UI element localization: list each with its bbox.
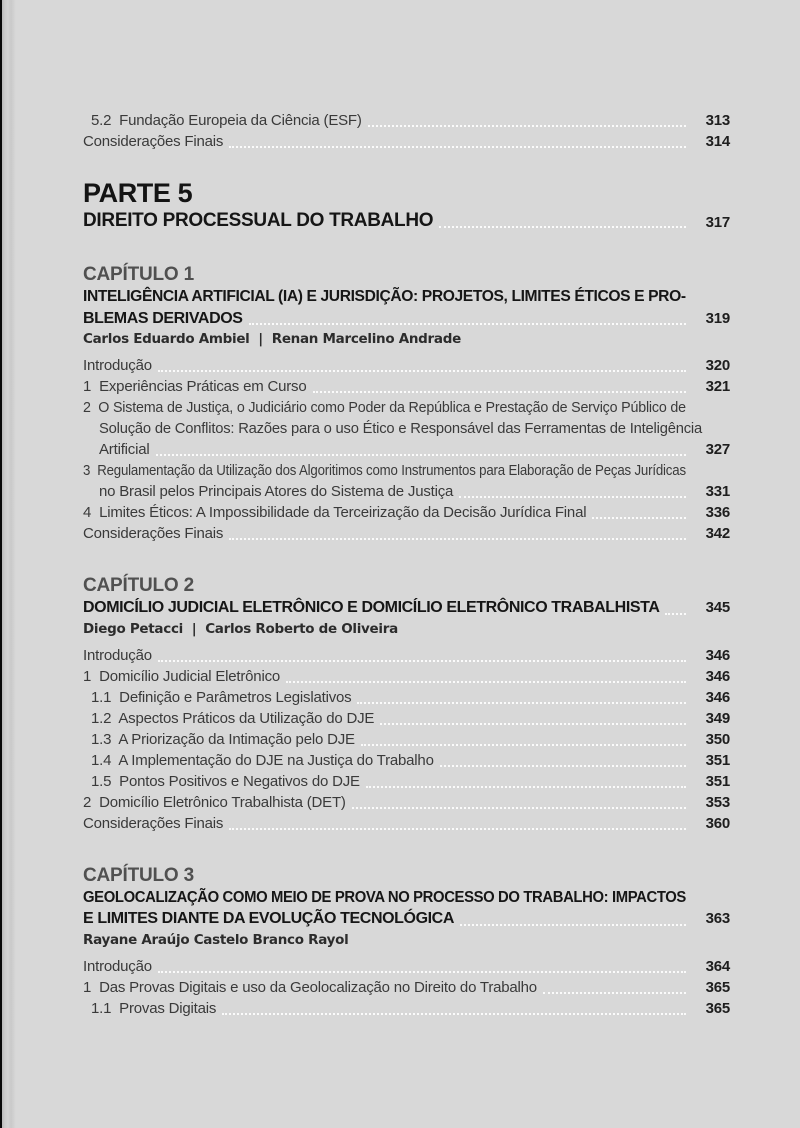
page-number: 351 bbox=[705, 751, 730, 769]
page-number: 351 bbox=[705, 772, 730, 790]
toc-entry-text: Artificial bbox=[99, 441, 150, 458]
dot-leader bbox=[286, 681, 686, 683]
toc-entry-text: 1.3 A Priorização da Intimação pelo DJE bbox=[91, 730, 355, 748]
toc-entry bbox=[83, 687, 730, 708]
toc-entry-text: Solução de Conflitos: Razões para o uso Ético e Responsável das Ferramentas de Inteligência bbox=[99, 420, 702, 437]
chapter-entries bbox=[83, 645, 730, 834]
toc-entry-text: 3 Regulamentação da Utilização dos Algoritimos como Instrumentos para Elaboração de Peças Jurídicas bbox=[83, 462, 686, 479]
chapter-heading: CAPÍTULO 3 bbox=[83, 864, 194, 886]
toc-entry-text: Introdução bbox=[83, 357, 152, 374]
toc-entry bbox=[83, 792, 730, 813]
page-number: 346 bbox=[705, 688, 730, 706]
page-number: 364 bbox=[705, 957, 730, 975]
toc-entry bbox=[83, 645, 730, 666]
toc-entry bbox=[83, 460, 730, 502]
dot-leader bbox=[592, 517, 686, 519]
chapter-title-row bbox=[83, 597, 730, 619]
toc-entry bbox=[83, 502, 730, 523]
toc-entry bbox=[83, 131, 730, 152]
toc-entry-text: 1.4 A Implementação do DJE na Justiça do Trabalho bbox=[91, 751, 434, 769]
toc-entry bbox=[83, 666, 730, 687]
page-number: 345 bbox=[705, 599, 730, 616]
dot-leader bbox=[665, 613, 686, 615]
page-number: 365 bbox=[705, 978, 730, 996]
page-number: 320 bbox=[705, 357, 730, 374]
chapter-authors: Diego Petacci | Carlos Roberto de Oliveira bbox=[83, 620, 398, 637]
toc-entry-text: 1 Domicílio Judicial Eletrônico bbox=[83, 667, 281, 685]
toc-entry-text: 1 Experiências Práticas em Curso bbox=[83, 378, 307, 395]
toc-entry bbox=[83, 708, 730, 729]
toc-entry-text: 1.1 Provas Digitais bbox=[91, 999, 217, 1017]
chapter-entries bbox=[83, 956, 730, 1019]
toc-entry bbox=[83, 355, 730, 376]
page-number: 327 bbox=[705, 441, 730, 458]
toc-entry bbox=[83, 376, 730, 397]
page-number: 342 bbox=[705, 525, 730, 542]
toc-entry bbox=[83, 771, 730, 792]
toc-entry-text: Introdução bbox=[83, 646, 152, 664]
chapter-authors: Rayane Araújo Castelo Branco Rayol bbox=[83, 931, 349, 948]
page-number: 317 bbox=[705, 214, 730, 231]
toc-entry-text: 2 O Sistema de Justiça, o Judiciário como Poder da República e Prestação de Serviço Público de bbox=[83, 399, 686, 416]
toc-entry bbox=[83, 729, 730, 750]
page-number: 319 bbox=[705, 309, 730, 327]
dot-leader bbox=[368, 125, 686, 127]
chapter-block-2 bbox=[83, 574, 730, 834]
chapter-heading: CAPÍTULO 2 bbox=[83, 575, 194, 596]
dot-leader bbox=[158, 370, 686, 372]
toc-entry bbox=[83, 750, 730, 771]
page-number: 346 bbox=[705, 667, 730, 685]
dot-leader bbox=[158, 971, 686, 973]
page-number: 346 bbox=[705, 646, 730, 664]
dot-leader bbox=[249, 323, 686, 325]
toc-entry-text: 2 Domicílio Eletrônico Trabalhista (DET) bbox=[83, 793, 346, 811]
toc-entry bbox=[83, 110, 730, 131]
page-number: 336 bbox=[705, 504, 730, 521]
toc-entry-text: Considerações Finais bbox=[83, 814, 224, 832]
chapter-title-line: DOMICÍLIO JUDICIAL ELETRÔNICO E DOMICÍLIO ELETRÔNICO TRABALHISTA bbox=[83, 599, 660, 616]
page-number: 331 bbox=[705, 483, 730, 500]
toc-entry-text: Considerações Finais bbox=[83, 133, 224, 150]
chapter-title-row bbox=[83, 887, 730, 930]
page-number: 360 bbox=[705, 814, 730, 832]
toc-entry-text: 4 Limites Éticos: A Impossibilidade da Terceirização da Decisão Jurídica Final bbox=[83, 504, 587, 521]
toc-entry bbox=[83, 523, 730, 544]
toc-entry-text: 1.1 Definição e Parâmetros Legislativos bbox=[91, 688, 352, 706]
part-title-row bbox=[83, 208, 730, 233]
chapter-title-row bbox=[83, 286, 730, 329]
chapter-block-3 bbox=[83, 864, 730, 1019]
toc-entry-text: 5.2 Fundação Europeia da Ciência (ESF) bbox=[91, 112, 362, 129]
dot-leader bbox=[313, 391, 687, 393]
dot-leader bbox=[158, 660, 686, 662]
part-block bbox=[83, 178, 730, 233]
chapter-title-line: BLEMAS DERIVADOS bbox=[83, 309, 243, 327]
chapter-title-line: E LIMITES DIANTE DA EVOLUÇÃO TECNOLÓGICA bbox=[83, 910, 454, 927]
toc-entry bbox=[83, 998, 730, 1019]
chapter-title-line: INTELIGÊNCIA ARTIFICIAL (IA) E JURISDIÇÃO: PROJETOS, LIMITES ÉTICOS E PRO- bbox=[83, 288, 686, 305]
dot-leader bbox=[361, 744, 686, 746]
dot-leader bbox=[459, 496, 686, 498]
toc-entry-text: 1.5 Pontos Positivos e Negativos do DJE bbox=[91, 772, 360, 790]
dot-leader bbox=[229, 828, 686, 830]
page-number: 321 bbox=[705, 378, 730, 395]
dot-leader bbox=[357, 702, 686, 704]
chapter-title-line: GEOLOCALIZAÇÃO COMO MEIO DE PROVA NO PROCESSO DO TRABALHO: IMPACTOS bbox=[83, 888, 686, 906]
toc-entry-text: Considerações Finais bbox=[83, 525, 224, 542]
page-number: 365 bbox=[705, 999, 730, 1017]
chapter-authors: Carlos Eduardo Ambiel | Renan Marcelino Andrade bbox=[83, 331, 461, 347]
dot-leader bbox=[229, 146, 686, 148]
part-title: DIREITO PROCESSUAL DO TRABALHO bbox=[83, 210, 434, 231]
toc-entry bbox=[83, 977, 730, 998]
toc-entry bbox=[83, 956, 730, 977]
toc-entry bbox=[83, 813, 730, 834]
part-label: PARTE 5 bbox=[83, 178, 193, 208]
dot-leader bbox=[156, 454, 686, 456]
toc-entry-text: Introdução bbox=[83, 957, 152, 975]
chapter-entries bbox=[83, 355, 730, 544]
page-number: 313 bbox=[705, 112, 730, 129]
toc-entry bbox=[83, 397, 730, 460]
chapter-block-1 bbox=[83, 263, 730, 544]
page-number: 349 bbox=[705, 709, 730, 727]
dot-leader bbox=[543, 992, 686, 994]
page-number: 350 bbox=[705, 730, 730, 748]
dot-leader bbox=[439, 226, 686, 228]
page-number: 314 bbox=[705, 133, 730, 150]
dot-leader bbox=[222, 1013, 686, 1015]
page-number: 353 bbox=[705, 793, 730, 811]
dot-leader bbox=[229, 538, 686, 540]
dot-leader bbox=[366, 786, 686, 788]
toc-entry-text: no Brasil pelos Principais Atores do Sistema de Justiça bbox=[99, 483, 454, 500]
toc-entry-text: 1.2 Aspectos Práticos da Utilização do DJE bbox=[91, 709, 375, 727]
toc-entry-text: 1 Das Provas Digitais e uso da Geolocalização no Direito do Trabalho bbox=[83, 978, 537, 996]
page-number: 363 bbox=[705, 910, 730, 927]
dot-leader bbox=[352, 807, 686, 809]
dot-leader bbox=[380, 723, 686, 725]
dot-leader bbox=[460, 924, 686, 926]
chapter-heading: CAPÍTULO 1 bbox=[83, 264, 194, 285]
dot-leader bbox=[440, 765, 686, 767]
